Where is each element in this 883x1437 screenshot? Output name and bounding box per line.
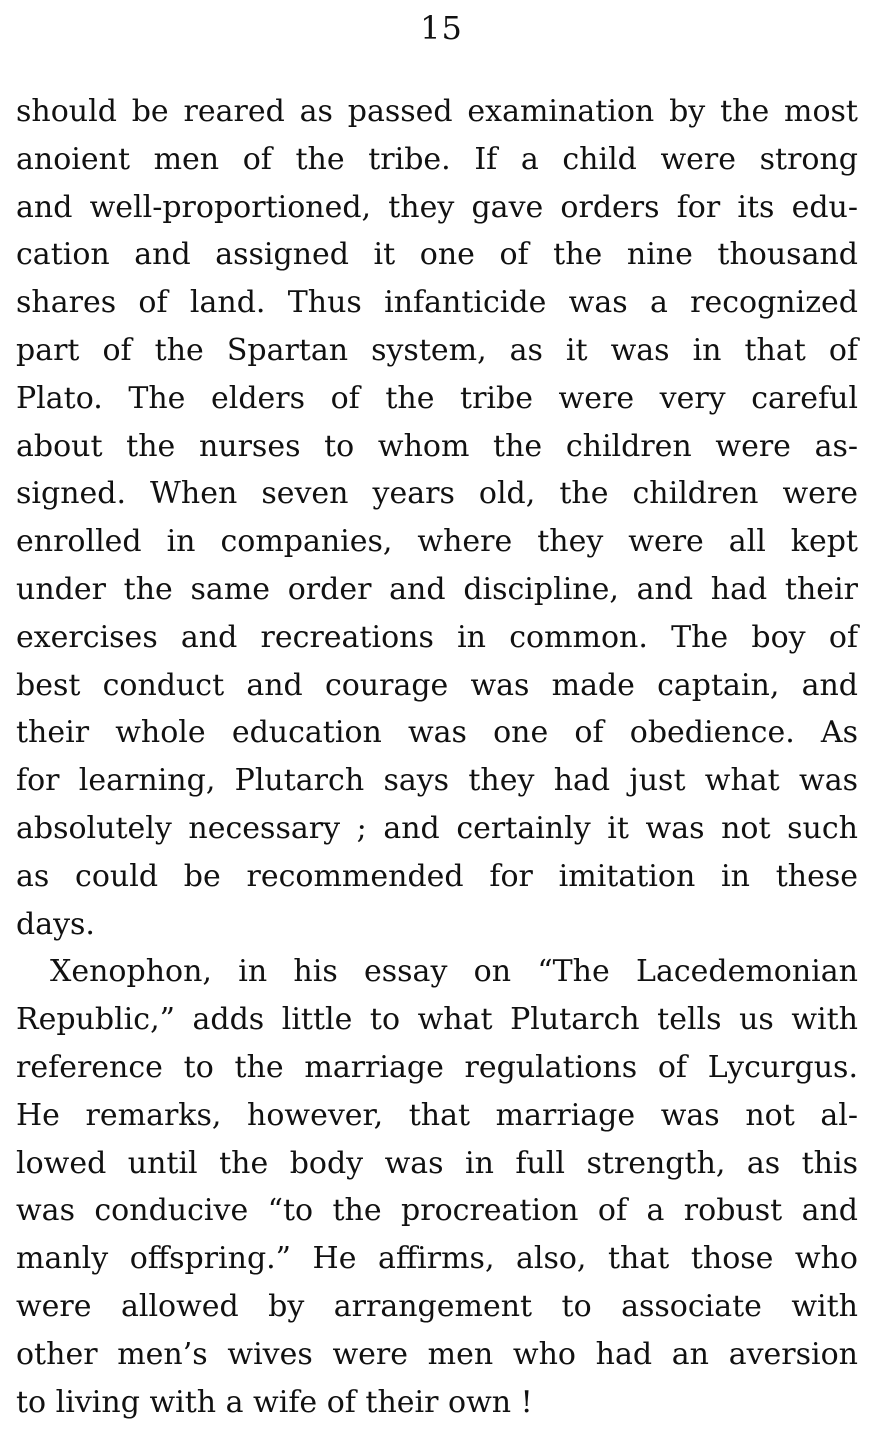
page-number: 15 (420, 9, 463, 47)
text-line: shares of land. Thus infanticide was a recognized (16, 285, 858, 321)
text-line: other men’s wives were men who had an aversion (16, 1336, 858, 1372)
text-line: Xenophon, in his essay on “The Lacedemonian (50, 954, 858, 990)
text-line: reference to the marriage regulations of Lycurgus. (16, 1049, 858, 1085)
text-line: anoient men of the tribe. If a child were strong (16, 141, 858, 177)
paragraph (16, 948, 858, 1426)
text-line: about the nurses to whom the children were as- (16, 428, 858, 464)
text-line: Republic,” adds little to what Plutarch tells us with (16, 1002, 858, 1038)
text-line: was conducive “to the procreation of a robust and (16, 1193, 858, 1229)
text-line: days. (16, 906, 95, 942)
text-line: their whole education was one of obedience. As (16, 715, 858, 751)
text-line: as could be recommended for imitation in these (16, 858, 858, 894)
text-line: part of the Spartan system, as it was in that of (16, 332, 858, 368)
text-line: should be reared as passed examination by the most (16, 94, 858, 129)
text-line: lowed until the body was in full strength, as this (16, 1145, 858, 1181)
text-line: signed. When seven years old, the children were (16, 476, 858, 512)
text-line: for learning, Plutarch says they had just what was (16, 763, 858, 799)
text-line: and well-proportioned, they gave orders for its edu- (16, 189, 858, 225)
text-line: manly offspring.” He affirms, also, that those who (16, 1241, 858, 1277)
paragraph (16, 88, 858, 948)
text-line: Plato. The elders of the tribe were very careful (16, 380, 858, 416)
text-line: best conduct and courage was made captain, and (16, 667, 858, 703)
text-line: were allowed by arrangement to associate with (16, 1288, 858, 1324)
text-line: to living with a wife of their own ! (16, 1384, 533, 1420)
text-line: He remarks, however, that marriage was not al- (16, 1097, 858, 1133)
text-line: under the same order and discipline, and had their (16, 571, 858, 607)
text-line: exercises and recreations in common. The boy of (16, 619, 858, 655)
text-line: cation and assigned it one of the nine thousand (16, 237, 858, 273)
body-text (16, 88, 858, 1426)
text-line: absolutely necessary ; and certainly it was not such (16, 810, 858, 846)
text-line: enrolled in companies, where they were all kept (16, 524, 858, 560)
